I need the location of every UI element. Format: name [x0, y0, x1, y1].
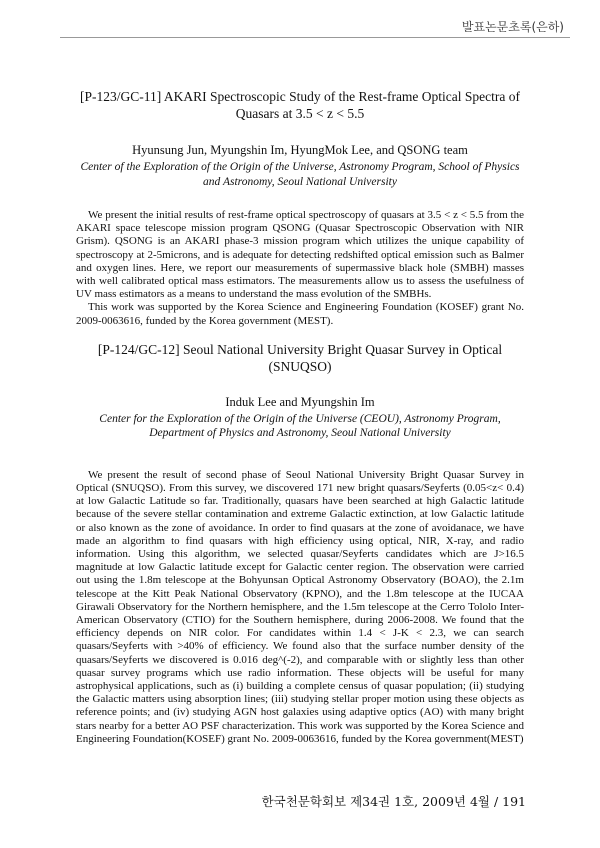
paper1-funding: This work was supported by the Korea Science and Engineering Foundation (KOSEF) grant No. 2009-0063616, funded by the Korea government (MEST). — [76, 301, 524, 327]
paper2-abstract: We present the result of second phase of Seoul National University Bright Quasar Survey in Optical (SNUQSO). From this survey, we discovered 171 new bright quasars/Seyferts (0.05<z< 0.4) at low Galactic Latitude so far. Traditionally, quasars have been searched at high Galactic latitude because of the severe stellar contamination and extreme Galactic extinction, at low Galactic latitude or also known as the zone of avoidance. In order to find quasars at the zone of avoidanace, we have made an algorithm to find quasars with high efficiency using optical, NIR, X-ray, and radio information. Using this algorithm, we selected quasar/Seyferts candidates which are J>16.5 magnitude at low Galactic latitude except for Galactic center region. The observation were carried out using the 1.8m telescope at the Bohyunsan Optical Astronomy Observatory (BOAO), the 2.1m telescope at the Kitt Peak National Observatory (KPNO), and the 1.8m telescope at the IUCAA Girawali Observatory for the Northern hemisphere, and the 1.5m telescope at the Cerro Tololo Inter-American Observatory (CTIO) for the Southern hemisphere, during 2006-2008. We found that the efficiency depends on NIR color. For candidates within 1.4 < J-K < 2.3, we can search quasars/Seyferts with >40% of efficiency. We found also that the surface number density of the quasars/Seyferts we discovered is 0.016 deg^(-2), and comparable with or slightly less than other quasar survey programs which use radio information. These objects will be useful for many astrophysical applications, such as (i) building a complete census of quasar population; (ii) studying the Galactic matters using absorption lines; (iii) studying stellar proper motion using these objects as reference points; and (iv) studying AGN host galaxies using adaptive optics (AO) with many bright stars nearby for a better AO PSF characterization. This work was supported by the Korea Science and Engineering Foundation(KOSEF) grant No. 2009-0063616, funded by the Korea government(MEST) — [76, 468, 524, 745]
journal-section-label: 발표논문초록(은하) — [461, 20, 564, 34]
paper1-authors: Hyunsung Jun, Myungshin Im, HyungMok Lee, and QSONG team — [132, 143, 468, 157]
header-divider — [60, 37, 570, 38]
paper2-title: [P-124/GC-12] Seoul National University Bright Quasar Survey in Optical (SNUQSO) — [97, 341, 503, 374]
page-content — [76, 88, 524, 746]
paper2-authors: Induk Lee and Myungshin Im — [225, 394, 375, 409]
paper2-affiliation: Center for the Exploration of the Origin of the Universe (CEOU), Astronomy Program, Department of Physics and Astronomy, Seoul National University — [99, 412, 501, 440]
paper1-affiliation: Center of the Exploration of the Origin of the Universe, Astronomy Program, School of Physics and Astronomy, Seoul National University — [80, 161, 520, 188]
page-footer-citation: 한국천문학회보 제34권 1호, 2009년 4월 / 191 — [261, 794, 526, 809]
paper1-title: [P-123/GC-11] AKARI Spectroscopic Study of the Rest-frame Optical Spectra of Quasars at 3.5 < z < 5.5 — [79, 89, 521, 121]
paper1-abstract: We present the initial results of rest-frame optical spectroscopy of quasars at 3.5 < z < 5.5 from the AKARI space telescope mission program QSONG (Quasar Spectroscopic Observation with NIR Grism). QSONG is an AKARI phase-3 mission program which utilizes the unique capability of spectroscopy at 2-5microns, and is adequate for detecting redshifted optical emission such as Balmer and oxygen lines. Here, we report our measurements of supermassive black hole (SMBH) masses with well calibrated optical mass estimators. The measurements allow us to assess the usefulness of UV mass estimators as a means to understand the mass evolution of the SMBHs. — [76, 209, 524, 301]
